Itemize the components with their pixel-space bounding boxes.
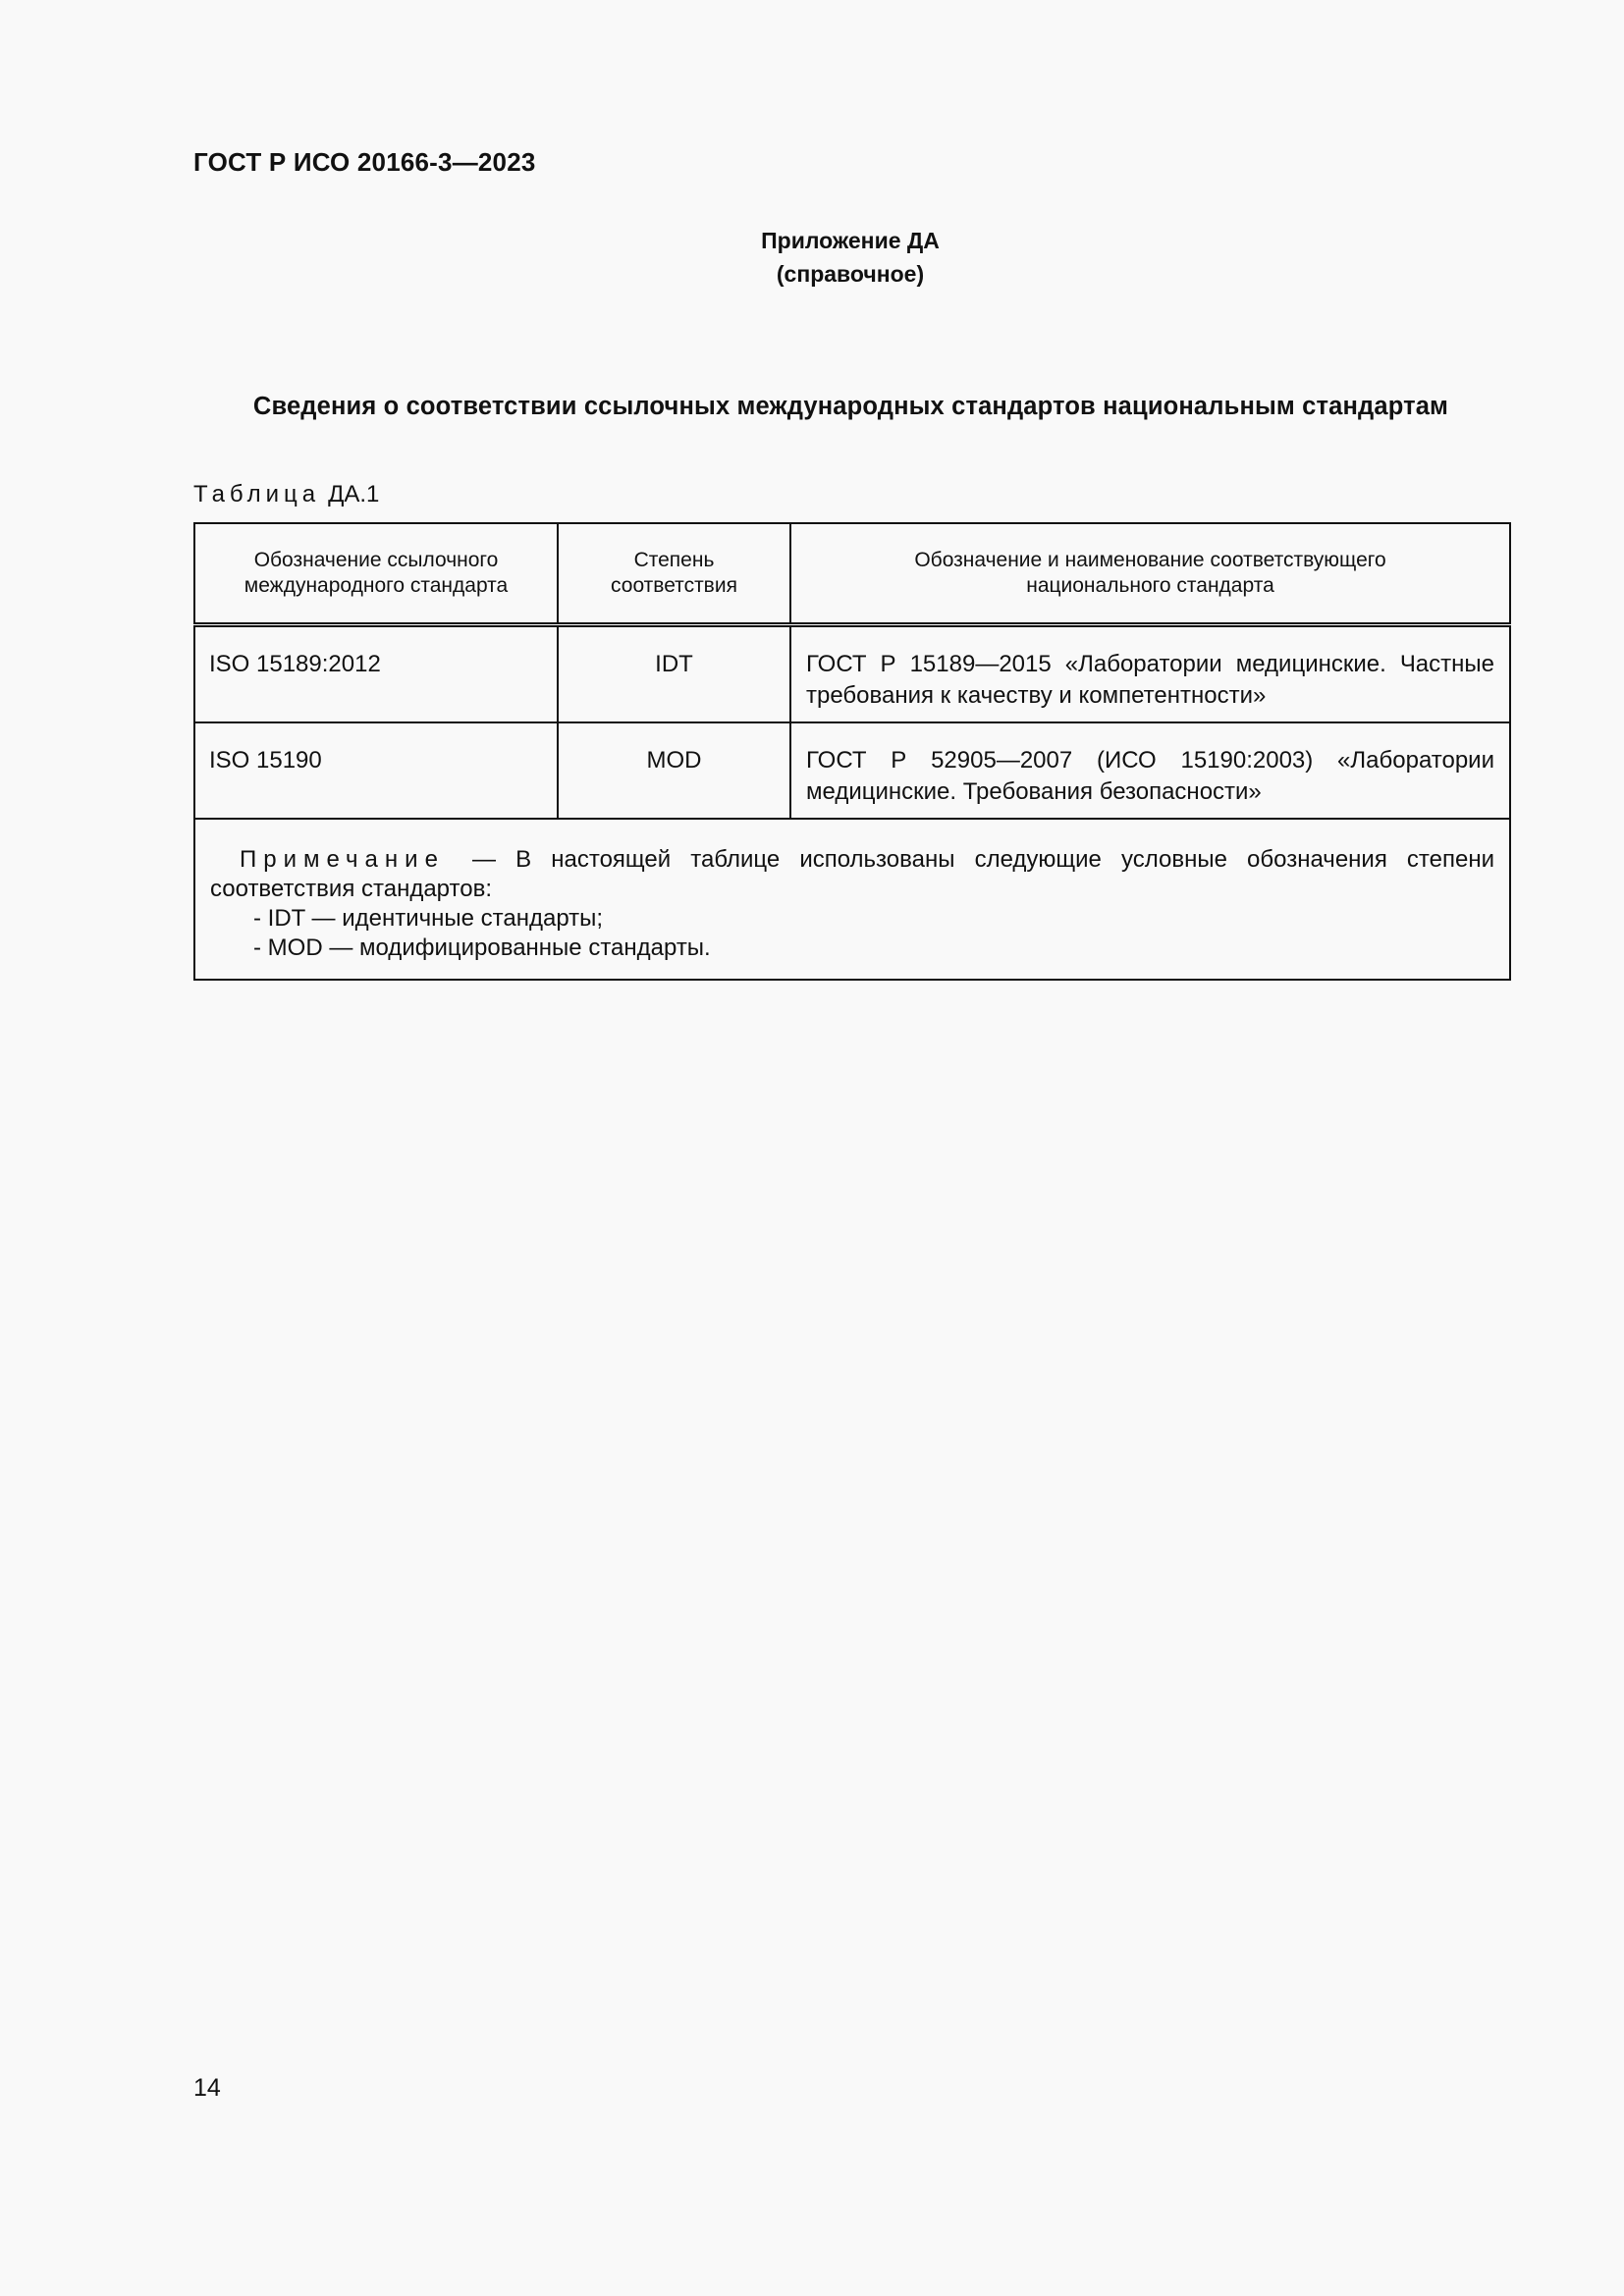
cell-national-standard: ГОСТ Р 52905—2007 (ИСО 15190:2003) «Лаборатории медицинские. Требования безопасности»: [790, 722, 1510, 819]
cell-intl-standard: ISO 15189:2012: [194, 625, 558, 723]
table-row: [194, 625, 1510, 723]
note-item-mod: - MOD — модифицированные стандарты.: [253, 934, 711, 961]
correspondence-table: [193, 522, 1511, 981]
table-caption: [193, 481, 379, 508]
note-item-idt: - IDT — идентичные стандарты;: [253, 905, 604, 932]
document-header: ГОСТ Р ИСО 20166-3—2023: [193, 147, 536, 177]
appendix-subtitle: (справочное): [776, 261, 925, 287]
cell-degree: IDT: [558, 625, 790, 723]
column-header-national: Обозначение и наименование соответствующего национального стандарта: [790, 523, 1510, 625]
section-title: Сведения о соответствии ссылочных международных стандартов национальным стандартам: [252, 393, 1449, 420]
cell-intl-standard: ISO 15190: [194, 722, 558, 819]
page-number: 14: [193, 2074, 221, 2102]
column-header-intl: Обозначение ссылочного международного стандарта: [194, 523, 558, 625]
table-row: [194, 722, 1510, 819]
appendix-title: Приложение ДА: [761, 228, 940, 253]
cell-national-standard: ГОСТ Р 15189—2015 «Лаборатории медицинские. Частные требования к качеству и компетентности»: [790, 625, 1510, 723]
table-header-row: [194, 523, 1510, 625]
cell-degree: MOD: [558, 722, 790, 819]
note-paragraph: [210, 845, 1494, 904]
table-note: [194, 819, 1510, 980]
appendix-heading: [0, 224, 1624, 291]
column-header-degree: Степень соответствия: [558, 523, 790, 625]
table-caption-label: Таблица: [193, 481, 321, 507]
table-note-row: [194, 819, 1510, 980]
note-text: — В настоящей таблице использованы следующие условные обозначения степени соответствия стандартов:: [210, 846, 1494, 902]
note-label: Примечание: [240, 846, 445, 873]
table-caption-number: ДА.1: [328, 481, 380, 507]
